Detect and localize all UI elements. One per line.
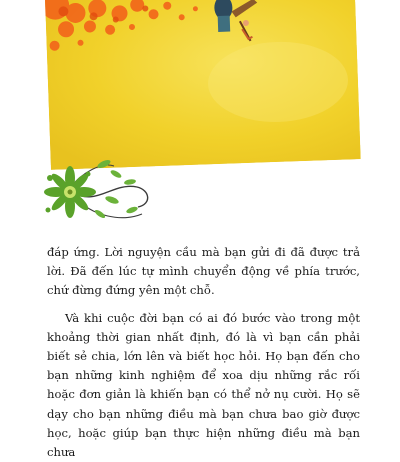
paragraph-1: đáp ứng. Lời nguyện cầu mà bạn gửi đi đã được trả lời. Đã đến lúc tự mình chuyển động về phía trước, chứ đừng đứng yên một chỗ. xyxy=(47,245,360,298)
green-flower-ornament xyxy=(42,152,154,230)
paragraph-2: Và khi cuộc đời bạn có ai đó bước vào trong một khoảng thời gian nhất định, đó là vì bạn cần phải biết sẻ chia, lớn lên và biết học hỏi. Họ bạn đến cho bạn những kinh nghiệm để xoa dịu những rắc rối hoặc đơn giản là khiến bạn có thể nở nụ cười. Họ sẽ dạy cho bạn những điều mà bạn chưa bao giờ được học, hoặc giúp bạn thực hiện những điều mà bạn chưa xyxy=(47,310,360,460)
yellow-watercolor-illustration xyxy=(45,0,361,170)
body-text xyxy=(47,243,360,462)
